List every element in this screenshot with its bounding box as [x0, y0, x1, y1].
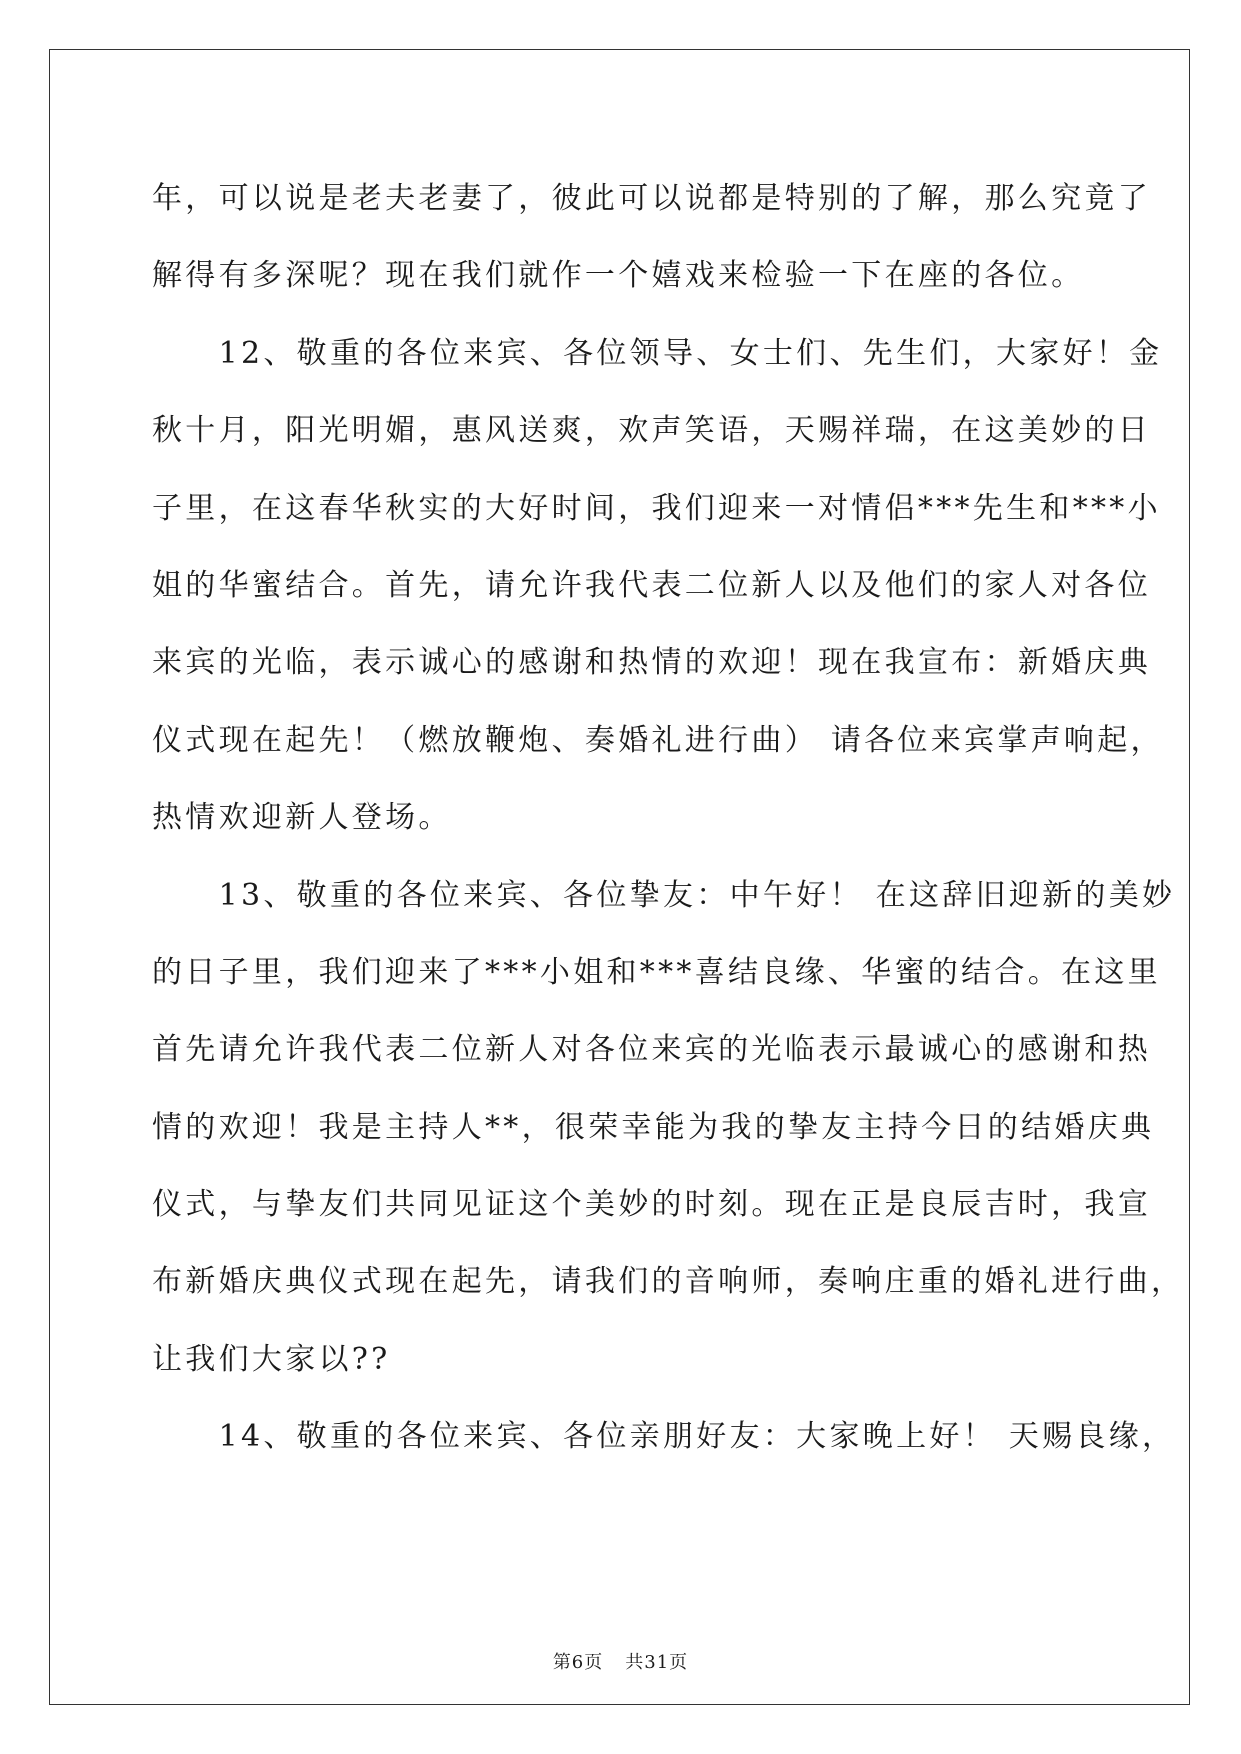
text-line: 年，可以说是老夫老妻了，彼此可以说都是特别的了解，那么究竟了 — [152, 181, 1151, 216]
text-line: 秋十月，阳光明媚，惠风送爽，欢声笑语，天赐祥瑞，在这美妙的日 — [152, 413, 1151, 449]
text-line: 13、敬重的各位来宾、各位挚友：中午好！ 在这辞旧迎新的美妙 — [152, 877, 1176, 913]
text-line: 的日子里，我们迎来了***小姐和***喜结良缘、华蜜的结合。在这里 — [152, 954, 1161, 990]
text-line: 让我们大家以?? — [152, 1341, 391, 1377]
text-line: 来宾的光临，表示诚心的感谢和热情的欢迎！现在我宣布：新婚庆典 — [152, 645, 1151, 681]
page-total: 共31页 — [625, 1652, 689, 1673]
page-number: 第6页 — [552, 1652, 604, 1673]
text-line: 热情欢迎新人登场。 — [152, 800, 452, 836]
text-line: 仪式现在起先！（燃放鞭炮、奏婚礼进行曲） 请各位来宾掌声响起， — [152, 722, 1164, 758]
text-line: 首先请允许我代表二位新人对各位来宾的光临表示最诚心的感谢和热 — [152, 1032, 1151, 1068]
text-line: 情的欢迎！我是主持人**，很荣幸能为我的挚友主持今日的结婚庆典 — [152, 1109, 1155, 1145]
text-line: 姐的华蜜结合。首先，请允许我代表二位新人以及他们的家人对各位 — [152, 567, 1151, 603]
text-line: 解得有多深呢？现在我们就作一个嬉戏来检验一下在座的各位。 — [152, 258, 1085, 294]
text-line: 14、敬重的各位来宾、各位亲朋好友：大家晚上好！ 天赐良缘， — [152, 1419, 1176, 1455]
text-line: 布新婚庆典仪式现在起先，请我们的音响师，奏响庄重的婚礼进行曲， — [152, 1264, 1185, 1300]
document-body — [152, 160, 1185, 1476]
text-line: 12、敬重的各位来宾、各位领导、女士们、先生们，大家好！金 — [152, 335, 1163, 371]
page-footer — [0, 1648, 1241, 1674]
text-line: 仪式，与挚友们共同见证这个美妙的时刻。现在正是良辰吉时，我宣 — [152, 1187, 1151, 1223]
text-block — [152, 160, 1185, 1476]
text-line: 子里，在这春华秋实的大好时间，我们迎来一对情侣***先生和***小 — [152, 490, 1161, 526]
